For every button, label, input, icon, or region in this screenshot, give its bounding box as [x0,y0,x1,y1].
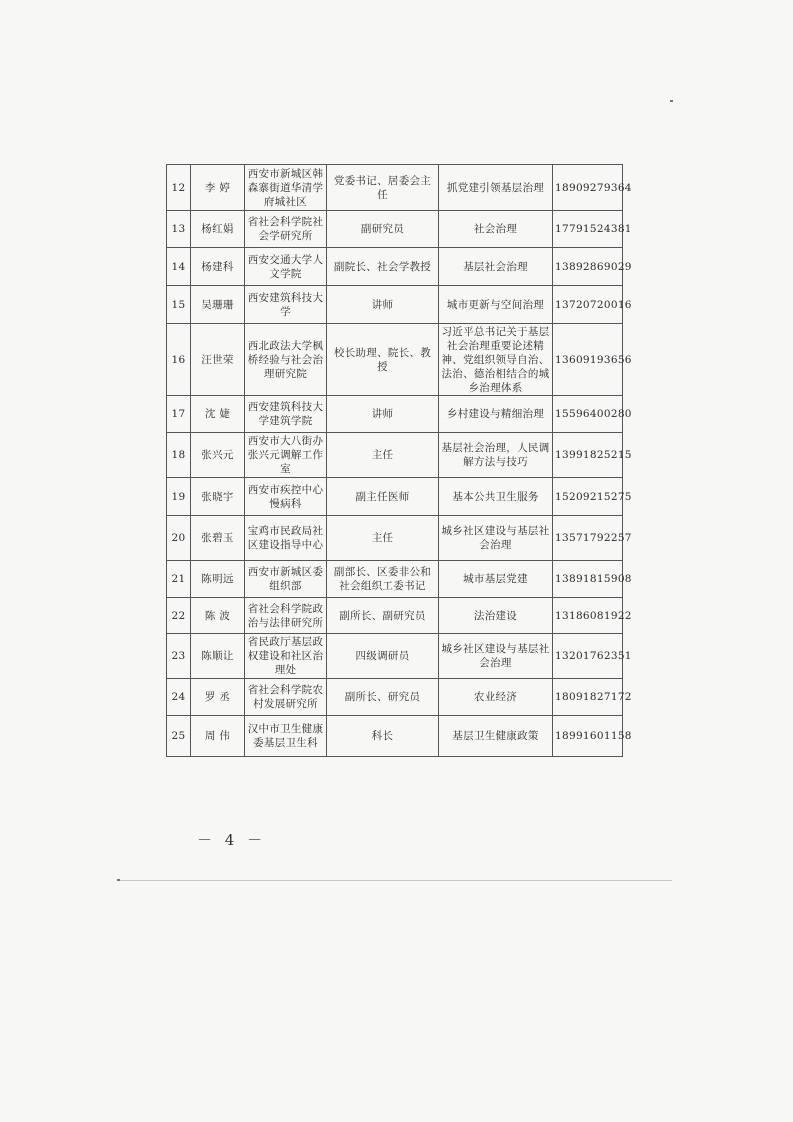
cell-number: 23 [167,634,191,679]
cell-organization: 西安市新城区韩森寨街道华清学府城社区 [245,165,327,211]
cell-position: 四级调研员 [327,634,439,679]
cell-phone: 17791524381 [553,211,623,248]
cell-phone: 15596400280 [553,396,623,433]
cell-position: 副主任医师 [327,478,439,516]
table-row [167,396,623,433]
cell-research-field: 习近平总书记关于基层社会治理重要论述精神、党组织领导自治、法治、德治相结合的城乡治理体系 [439,324,553,396]
cell-number: 12 [167,165,191,211]
cell-name: 李 婷 [191,165,245,211]
cell-phone: 13720720016 [553,286,623,324]
page-number: － 4 － [197,831,267,849]
cell-name: 陈顺让 [191,634,245,679]
cell-name: 汪世荣 [191,324,245,396]
scan-speck [117,879,120,881]
cell-position: 党委书记、居委会主任 [327,165,439,211]
table-row [167,598,623,634]
table-row [167,561,623,598]
cell-organization: 西安建筑科技大学 [245,286,327,324]
cell-organization: 西安市新城区委组织部 [245,561,327,598]
cell-research-field: 社会治理 [439,211,553,248]
cell-organization: 西北政法大学枫桥经验与社会治理研究院 [245,324,327,396]
cell-number: 14 [167,248,191,286]
table-row [167,324,623,396]
cell-number: 20 [167,516,191,561]
cell-name: 罗 丞 [191,679,245,716]
table-row [167,211,623,248]
cell-phone: 13991825215 [553,433,623,478]
cell-organization: 西安交通大学人文学院 [245,248,327,286]
cell-position: 主任 [327,433,439,478]
cell-organization: 省社会科学院社会学研究所 [245,211,327,248]
cell-position: 主任 [327,516,439,561]
cell-research-field: 城市基层党建 [439,561,553,598]
cell-position: 副所长、研究员 [327,679,439,716]
table-row [167,679,623,716]
table-row [167,433,623,478]
cell-organization: 省社会科学院政治与法律研究所 [245,598,327,634]
cell-research-field: 农业经济 [439,679,553,716]
table-row [167,165,623,211]
cell-organization: 西安市大八街办张兴元调解工作室 [245,433,327,478]
cell-phone: 15209215275 [553,478,623,516]
table-row [167,478,623,516]
table-row [167,286,623,324]
cell-position: 科长 [327,716,439,757]
cell-organization: 省民政厅基层政权建设和社区治理处 [245,634,327,679]
cell-name: 陈 波 [191,598,245,634]
table-row [167,634,623,679]
scan-speck [670,100,673,102]
cell-phone: 13609193656 [553,324,623,396]
cell-phone: 18909279364 [553,165,623,211]
cell-name: 杨建科 [191,248,245,286]
cell-research-field: 基层卫生健康政策 [439,716,553,757]
cell-name: 张碧玉 [191,516,245,561]
cell-phone: 13891815908 [553,561,623,598]
cell-position: 校长助理、院长、教授 [327,324,439,396]
cell-phone: 13571792257 [553,516,623,561]
cell-research-field: 基本公共卫生服务 [439,478,553,516]
cell-position: 副部长、区委非公和社会组织工委书记 [327,561,439,598]
cell-name: 周 伟 [191,716,245,757]
cell-phone: 13186081922 [553,598,623,634]
cell-number: 21 [167,561,191,598]
scan-line [120,880,672,881]
cell-organization: 宝鸡市民政局社区建设指导中心 [245,516,327,561]
cell-number: 18 [167,433,191,478]
table-row [167,248,623,286]
cell-name: 张兴元 [191,433,245,478]
cell-research-field: 城市更新与空间治理 [439,286,553,324]
expert-table-body [167,165,632,757]
cell-name: 杨红娟 [191,211,245,248]
cell-number: 16 [167,324,191,396]
cell-phone: 18091827172 [553,679,623,716]
cell-research-field: 城乡社区建设与基层社会治理 [439,516,553,561]
cell-name: 陈明远 [191,561,245,598]
cell-name: 吴珊珊 [191,286,245,324]
cell-organization: 汉中市卫生健康委基层卫生科 [245,716,327,757]
cell-research-field: 基层社会治理 [439,248,553,286]
cell-position: 讲师 [327,286,439,324]
cell-number: 15 [167,286,191,324]
cell-research-field: 抓党建引领基层治理 [439,165,553,211]
table-row [167,716,623,757]
cell-number: 25 [167,716,191,757]
cell-phone: 13892869029 [553,248,623,286]
cell-number: 17 [167,396,191,433]
table-row [167,516,623,561]
cell-name: 沈 婕 [191,396,245,433]
cell-organization: 省社会科学院农村发展研究所 [245,679,327,716]
cell-number: 24 [167,679,191,716]
cell-number: 19 [167,478,191,516]
cell-organization: 西安市疾控中心慢病科 [245,478,327,516]
expert-table [166,164,632,757]
cell-research-field: 法治建设 [439,598,553,634]
cell-phone: 18991601158 [553,716,623,757]
cell-position: 副院长、社会学教授 [327,248,439,286]
cell-number: 22 [167,598,191,634]
cell-research-field: 基层社会治理，人民调解方法与技巧 [439,433,553,478]
cell-number: 13 [167,211,191,248]
cell-position: 副研究员 [327,211,439,248]
cell-position: 副所长、副研究员 [327,598,439,634]
cell-research-field: 城乡社区建设与基层社会治理 [439,634,553,679]
cell-phone: 13201762351 [553,634,623,679]
cell-research-field: 乡村建设与精细治理 [439,396,553,433]
cell-position: 讲师 [327,396,439,433]
cell-organization: 西安建筑科技大学建筑学院 [245,396,327,433]
cell-name: 张晓宇 [191,478,245,516]
